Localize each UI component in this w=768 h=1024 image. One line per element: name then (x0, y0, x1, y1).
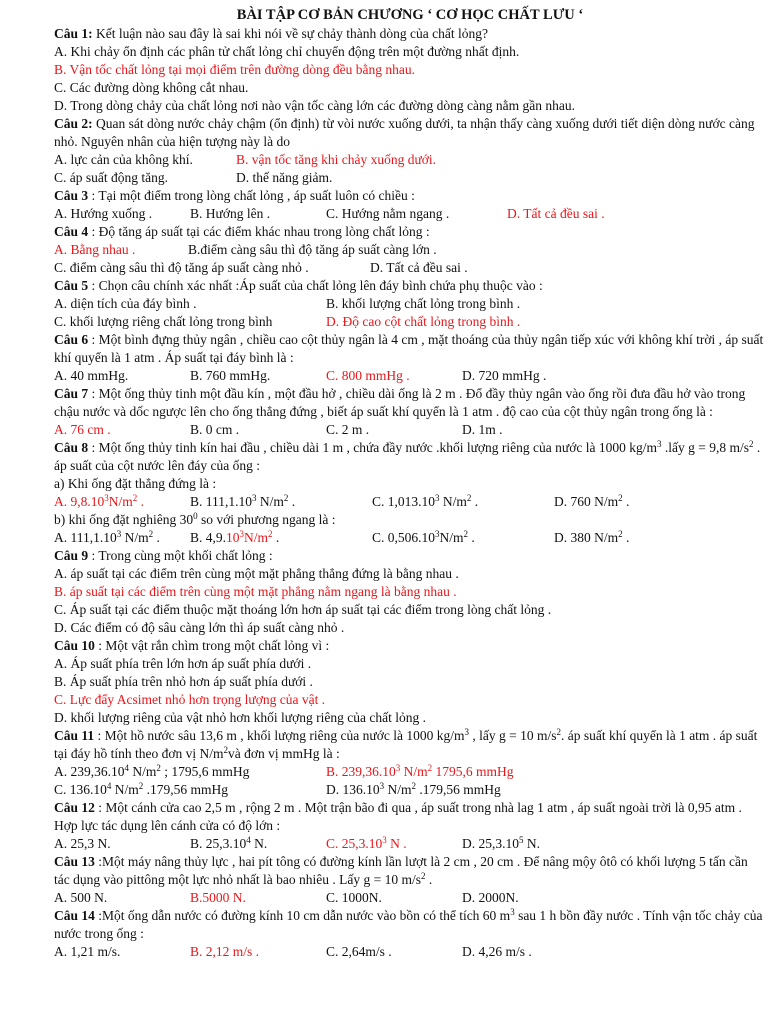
option-d: D. 380 $N/m^2$ . (554, 529, 630, 545)
option-b-answer: B. $4,9.10^3N/m^2$ . (190, 529, 280, 545)
option-b-answer: B. 2,12 m/s . (190, 944, 260, 959)
question-number: Câu 2: (54, 116, 93, 131)
page-title: BÀI TẬP CƠ BẢN CHƯƠNG ‘ CƠ HỌC CHẤT LƯU ‘ (236, 7, 584, 23)
option-d: D. 136.10$^3$ $N/m^2$ .179,56 mmHg (326, 781, 501, 797)
option-c: C. khối lượng riêng chất lỏng trong bình (54, 314, 273, 329)
question-9 (54, 547, 766, 637)
question-14 (54, 907, 766, 961)
option-b: B. Áp suất phía trên nhỏ hơn áp suất phía dưới . (54, 674, 313, 689)
question-number: Câu 14 (54, 908, 95, 923)
superscript: 2 (556, 727, 561, 737)
question-text-cont: và đơn vị mmHg là : (228, 746, 340, 761)
question-number: Câu 6 (54, 332, 89, 347)
option-c: C. Các đường dòng không cắt nhau. (54, 80, 249, 95)
question-number: Câu 5 (54, 278, 89, 293)
option-a: A. diện tích của đáy bình . (54, 296, 197, 311)
option-c: C. 1,013.10$^3$ $N/m^2$ . (372, 493, 479, 509)
option-d-answer: D. Độ cao cột chất lỏng trong bình . (326, 314, 521, 329)
question-text: : Một cánh cửa cao 2,5 m , rộng 2 m . Một trận bão đi qua , áp suất trong nhà lag 1 atm , áp suất ngoài trời là 0,95 atm . Hợp lực tác dụng lên cánh cửa có độ lớn : (54, 800, 742, 833)
question-text: : Một bình đựng thủy ngân , chiều cao cột thủy ngân là 4 cm , mặt thoáng của thủy ngân tiếp xúc với không khí trời , áp suất khí quyển là 1 atm . Áp suất tại đáy bình là : (54, 332, 764, 365)
question-number: Câu 9 (54, 548, 89, 563)
question-11 (54, 727, 766, 799)
question-number: Câu 13 (54, 854, 95, 869)
sub-question-a: a) Khi ống đặt thẳng đứng là : (54, 476, 217, 491)
option-a: A. 1,21 m/s. (54, 944, 121, 959)
question-text: : Một ống thủy tinh kín hai đầu , chiều dài 1 m , chứa đầy nước .khối lượng riêng của nước là 1000 kg/m (88, 440, 657, 455)
question-text: Kết luận nào sau đây là sai khi nói về sự chảy thành dòng của chất lỏng? (92, 26, 488, 41)
question-text: Quan sát dòng nước chảy chậm (ổn định) từ vòi nước xuống dưới, ta nhận thấy càng xuống dưới tiết diện dòng nước càng nhỏ. Nguyên nhân của hiện tượng này là do (54, 116, 755, 149)
option-b-answer: B.5000 N. (190, 890, 246, 905)
option-d: D. 25,3.10$^5$ N. (462, 835, 540, 851)
question-text-cont: . áp suất của cột nước lên đáy của ống : (54, 440, 761, 473)
option-a-answer: A. $9,8.10^3N/m^2$ . (54, 493, 145, 509)
option-a: A. 25,3 N. (54, 836, 111, 851)
option-b: B. 111,1.10$^3$ $N/m^2$ . (190, 493, 296, 509)
question-number: Câu 4 (54, 224, 89, 239)
option-a: A. 40 mmHg. (54, 368, 129, 383)
option-c-answer: C. 25,3.10$^3$ N . (326, 835, 407, 851)
option-d: D. Tất cả đều sai . (370, 260, 468, 275)
question-text: : Một vật rắn chìm trong một chất lỏng vì : (94, 638, 330, 653)
question-text: : Tại một điểm trong lòng chất lỏng , áp suất luôn có chiều : (88, 188, 415, 203)
option-c: C. $0,506.10^3N/m^2$ . (372, 529, 475, 545)
question-text: : Độ tăng áp suất tại các điểm khác nhau trong lòng chất lỏng : (88, 224, 430, 239)
question-7 (54, 385, 766, 439)
question-6 (54, 331, 766, 385)
option-d: D. khối lượng riêng của vật nhỏ hơn khối lượng riêng của chất lỏng . (54, 710, 426, 725)
question-5 (54, 277, 766, 331)
option-a-answer: A. 76 cm . (54, 422, 111, 437)
question-text: : Một hồ nước sâu 13,6 m , khối lượng riêng của nước là 1000 kg/m (94, 728, 465, 743)
question-3 (54, 187, 766, 223)
option-a: A. áp suất tại các điểm trên cùng một mặt phẳng thẳng đứng là bằng nhau . (54, 566, 459, 581)
option-a: A. Hướng xuống . (54, 206, 153, 221)
question-text-cont: sau 1 h bồn đầy nước . Tính vận tốc chảy của nước trong ống : (54, 908, 763, 941)
question-number: Câu 12 (54, 800, 95, 815)
option-a-answer: A. Bằng nhau . (54, 242, 136, 257)
sub-question-b: b) khi ống đặt nghiêng $30^0$ so với phương ngang là : (54, 511, 336, 527)
question-number: Câu 11 (54, 728, 95, 743)
question-4 (54, 223, 766, 277)
question-text: :Một máy nâng thủy lực , hai pít tông có đường kính lần lượt là 2 cm , 20 cm . Để nâng mộy ôtô có khối lượng 5 tấn cần tác dụng vào pittông một lực nhỏ nhất là bao nhiêu . Lấy g = 10 m/s (54, 854, 748, 887)
superscript: 3 (510, 907, 515, 917)
question-number: Câu 1: (54, 26, 93, 41)
option-b: B. 0 cm . (190, 422, 240, 437)
option-b-answer: B. Vận tốc chất lỏng tại mọi điểm trên đường dòng đều bằng nhau. (54, 62, 416, 77)
question-number: Câu 8 (54, 440, 89, 455)
question-text-cont: .lấy g = 9,8 m/s (661, 440, 749, 455)
option-b: B. 25,3.10$^4$ N. (190, 835, 268, 851)
option-a: A. Khi chảy ổn định các phân tử chất lỏng chỉ chuyển động trên một đường nhất định. (54, 44, 520, 59)
option-a: A. 500 N. (54, 890, 108, 905)
option-b-answer: B. 239,36.10$^3$ $N/m^2$ 1795,6 mmHg (326, 763, 514, 779)
superscript: 3 (464, 727, 469, 737)
question-text: : Một ống thủy tinh một đầu kín , một đầu hở , chiều dài ống là 2 m . Đổ đầy thủy ngân vào ống rồi đưa đầu hở vào trong chậu nước và dốc ngược lên cho ống thẳng đứng , biết áp suất khí quyển là 1 atm . độ cao của cột thủy ngân trong ống là : (54, 386, 746, 419)
option-b: B. khối lượng chất lỏng trong bình . (326, 296, 521, 311)
option-a: A. 239,36.10$^4$ $N/m^2$ ; 1795,6 mmHg (54, 763, 250, 779)
option-a: A. Áp suất phía trên lớn hơn áp suất phía dưới . (54, 656, 312, 671)
question-number: Câu 7 (54, 386, 89, 401)
question-12 (54, 799, 766, 853)
option-d: D. 760 $N/m^2$ . (554, 493, 630, 509)
option-b: B. Hướng lên . (190, 206, 271, 221)
question-text: :Một ống dẫn nước có đường kính 10 cm dẫn nước vào bồn có thể tích 60 m (94, 908, 511, 923)
option-b: B.điểm càng sâu thì độ tăng áp suất càng lớn . (188, 242, 437, 257)
option-c: C. 2,64m/s . (326, 944, 392, 959)
option-c: C. 1000N. (326, 890, 382, 905)
option-d-answer: D. Tất cả đều sai . (507, 206, 605, 221)
option-c: C. 2 m . (326, 422, 370, 437)
question-text: : Trong cùng một khối chất lỏng : (88, 548, 273, 563)
superscript: 3 (656, 439, 662, 449)
question-text: : Chọn câu chính xác nhất :Áp suất của chất lỏng lên đáy bình chứa phụ thuộc vào : (88, 278, 543, 293)
option-c: C. Hướng nằm ngang . (326, 206, 450, 221)
question-text-cont: , lấy g = 10 m/s (468, 728, 557, 743)
superscript: 2 (421, 871, 426, 881)
option-b-answer: B. áp suất tại các điểm trên cùng một mặt phẳng nằm ngang là bằng nhau . (54, 584, 457, 599)
question-number: Câu 10 (54, 638, 95, 653)
option-b-answer: B. vận tốc tăng khi chảy xuống dưới. (236, 152, 437, 167)
option-d: D. 2000N. (462, 890, 519, 905)
question-1 (54, 25, 766, 115)
option-b: B. 760 mmHg. (190, 368, 271, 383)
option-d: D. Trong dòng chảy của chất lỏng nơi nào vận tốc càng lớn các đường dòng càng nằm gần nhau. (54, 98, 575, 113)
question-13 (54, 853, 766, 907)
question-8 (54, 439, 766, 547)
option-a: A. 111,1.10$^3$ $N/m^2$ . (54, 529, 160, 545)
option-d: D. Các điểm có độ sâu càng lớn thì áp suất càng nhỏ . (54, 620, 345, 635)
question-10 (54, 637, 766, 727)
question-text-cont: . áp suất khí quyển là 1 atm . áp suất tại đáy hồ tính theo đơn vị N/m (54, 728, 758, 761)
option-c-answer: C. Lực đẩy Acsimet nhỏ hơn trọng lượng của vật . (54, 692, 326, 707)
superscript: 2 (223, 745, 228, 755)
option-c: C. áp suất động tăng. (54, 170, 168, 185)
option-c: C. điểm càng sâu thì độ tăng áp suất càng nhỏ . (54, 260, 309, 275)
question-text-cont: . (425, 872, 433, 887)
option-c: C. Áp suất tại các điểm thuộc mặt thoáng lớn hơn áp suất tại các điểm trong lòng chất lỏng . (54, 602, 552, 617)
option-d: D. 1m . (462, 422, 503, 437)
option-d: D. thế năng giảm. (236, 170, 333, 185)
option-d: D. 4,26 m/s . (462, 944, 532, 959)
question-2 (54, 115, 766, 187)
option-c-answer: C. 800 mmHg . (326, 368, 410, 383)
option-d: D. 720 mmHg . (462, 368, 547, 383)
superscript: 2 (748, 439, 754, 449)
option-a: A. lực cản của không khí. (54, 152, 193, 167)
question-number: Câu 3 (54, 188, 89, 203)
option-c: C. 136.10$^4$ $N/m^2$ .179,56 mmHg (54, 781, 229, 797)
